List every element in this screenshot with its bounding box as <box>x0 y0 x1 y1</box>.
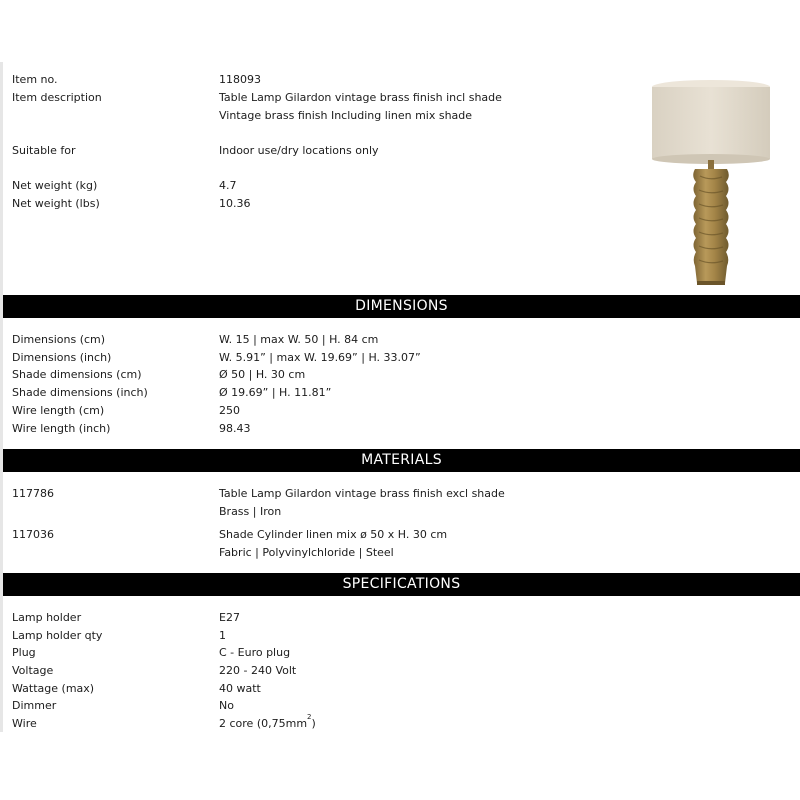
wire-length-cm-label: Wire length (cm) <box>12 404 105 417</box>
material-code: 117786 <box>12 487 54 500</box>
shade-dimensions-inch-value: Ø 19.69” | H. 11.81” <box>219 386 332 399</box>
net-weight-kg-value: 4.7 <box>219 179 237 192</box>
wire-length-inch-value: 98.43 <box>219 422 251 435</box>
lamp-holder-qty-label: Lamp holder qty <box>12 629 103 642</box>
suitable-for-label: Suitable for <box>12 144 76 157</box>
page-edge <box>0 62 3 732</box>
table-lamp-icon <box>650 78 772 290</box>
lamp-holder-label: Lamp holder <box>12 611 82 624</box>
net-weight-lbs-label: Net weight (lbs) <box>12 197 100 210</box>
plug-label: Plug <box>12 646 36 659</box>
specifications-header: SPECIFICATIONS <box>3 573 800 596</box>
material-code: 117036 <box>12 528 54 541</box>
wire-value-text: 2 core (0,75mm <box>219 717 308 730</box>
item-description-line2: Vintage brass finish Including linen mix shade <box>219 109 473 122</box>
wire-label: Wire <box>12 717 37 730</box>
wattage-value: 40 watt <box>219 682 261 695</box>
material-composition: Brass | Iron <box>219 505 282 518</box>
wire-value-suffix: ) <box>311 717 316 730</box>
voltage-value: 220 - 240 Volt <box>219 664 297 677</box>
item-description-line1: Table Lamp Gilardon vintage brass finish incl shade <box>219 91 502 104</box>
plug-value: C - Euro plug <box>219 646 291 659</box>
dimensions-inch-value: W. 5.91” | max W. 19.69” | H. 33.07” <box>219 351 421 364</box>
materials-header: MATERIALS <box>3 449 800 472</box>
wire-superscript: 2 <box>307 713 312 722</box>
voltage-label: Voltage <box>12 664 54 677</box>
shade-dimensions-cm-label: Shade dimensions (cm) <box>12 368 142 381</box>
wattage-label: Wattage (max) <box>12 682 95 695</box>
shade-dimensions-cm-value: Ø 50 | H. 30 cm <box>219 368 306 381</box>
wire-value <box>219 713 316 731</box>
dimensions-header: DIMENSIONS <box>3 295 800 318</box>
item-description-label: Item description <box>12 91 102 104</box>
dimensions-cm-label: Dimensions (cm) <box>12 333 106 346</box>
net-weight-lbs-value: 10.36 <box>219 197 251 210</box>
dimensions-inch-label: Dimensions (inch) <box>12 351 112 364</box>
item-no-value: 118093 <box>219 73 261 86</box>
item-no-label: Item no. <box>12 73 58 86</box>
dimensions-cm-value: W. 15 | max W. 50 | H. 84 cm <box>219 333 379 346</box>
wire-length-cm-value: 250 <box>219 404 240 417</box>
lamp-holder-value: E27 <box>219 611 240 624</box>
net-weight-kg-label: Net weight (kg) <box>12 179 98 192</box>
wire-length-inch-label: Wire length (inch) <box>12 422 111 435</box>
shade-dimensions-inch-label: Shade dimensions (inch) <box>12 386 148 399</box>
dimmer-value: No <box>219 699 234 712</box>
material-composition: Fabric | Polyvinylchloride | Steel <box>219 546 394 559</box>
material-description: Table Lamp Gilardon vintage brass finish excl shade <box>219 487 505 500</box>
material-description: Shade Cylinder linen mix ø 50 x H. 30 cm <box>219 528 448 541</box>
lamp-holder-qty-value: 1 <box>219 629 226 642</box>
dimmer-label: Dimmer <box>12 699 57 712</box>
suitable-for-value: Indoor use/dry locations only <box>219 144 379 157</box>
